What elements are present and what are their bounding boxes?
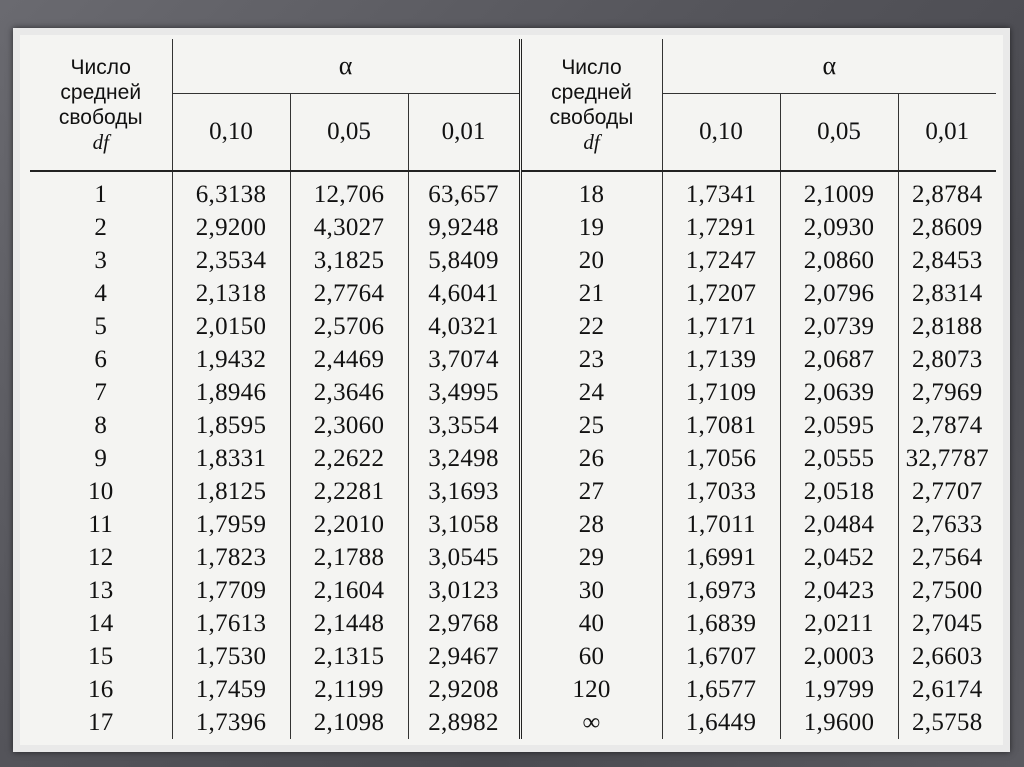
critical-value: 2,1199 <box>290 673 408 706</box>
critical-value: 2,8982 <box>408 706 520 739</box>
critical-value: 3,3554 <box>408 409 520 442</box>
critical-value: 2,1604 <box>290 574 408 607</box>
df-value: 24 <box>578 379 605 407</box>
critical-value: 2,8188 <box>898 310 996 343</box>
critical-value: 1,7530 <box>172 640 290 673</box>
df-value: 18 <box>578 181 605 209</box>
critical-value: 1,6973 <box>662 574 780 607</box>
df-header-line: Число <box>70 55 131 79</box>
df-value: 17 <box>87 708 114 736</box>
critical-value: 1,8331 <box>172 442 290 475</box>
table-row <box>30 376 996 409</box>
df-value: 13 <box>87 577 114 605</box>
critical-value: 1,9600 <box>780 706 898 739</box>
df-value: 30 <box>578 577 605 605</box>
critical-value: 2,0687 <box>780 343 898 376</box>
table-row <box>30 607 996 640</box>
table-row <box>30 171 996 211</box>
df-header-line: средней <box>60 80 142 104</box>
critical-value: 1,6707 <box>662 640 780 673</box>
critical-value: 1,9432 <box>172 343 290 376</box>
critical-value: 9,9248 <box>408 211 520 244</box>
table-row <box>30 442 996 475</box>
df-value: 1 <box>94 181 108 209</box>
table-row <box>30 706 996 739</box>
critical-value: 2,3646 <box>290 376 408 409</box>
level-header: 0,01 <box>408 94 520 172</box>
critical-value: 1,7139 <box>662 343 780 376</box>
table-body <box>30 171 996 739</box>
critical-value: 2,9208 <box>408 673 520 706</box>
critical-value: 3,7074 <box>408 343 520 376</box>
table-row <box>30 574 996 607</box>
critical-value: 1,8125 <box>172 475 290 508</box>
critical-value: 2,7764 <box>290 277 408 310</box>
critical-value: 3,1825 <box>290 244 408 277</box>
df-header-right <box>520 39 662 171</box>
critical-value: 2,8784 <box>898 171 996 211</box>
critical-value: 1,7709 <box>172 574 290 607</box>
df-value: 2 <box>94 214 108 242</box>
critical-value: 2,0211 <box>780 607 898 640</box>
critical-value: 2,0739 <box>780 310 898 343</box>
critical-value: 2,7874 <box>898 409 996 442</box>
df-value: 12 <box>87 544 114 572</box>
critical-value: 2,1318 <box>172 277 290 310</box>
critical-value: 2,7633 <box>898 508 996 541</box>
critical-value: 2,0796 <box>780 277 898 310</box>
critical-value: 2,7707 <box>898 475 996 508</box>
critical-value: 2,1315 <box>290 640 408 673</box>
df-value: 27 <box>578 478 605 506</box>
df-header-line: Число <box>561 55 622 79</box>
critical-value: 2,2281 <box>290 475 408 508</box>
t-distribution-table <box>30 39 996 739</box>
alpha-header-left: α <box>172 39 520 94</box>
table-row <box>30 475 996 508</box>
df-value: 14 <box>87 610 114 638</box>
critical-value: 2,9768 <box>408 607 520 640</box>
critical-value: 1,6449 <box>662 706 780 739</box>
critical-value: 63,657 <box>408 171 520 211</box>
critical-value: 1,6839 <box>662 607 780 640</box>
df-value: 21 <box>578 280 605 308</box>
df-value: 8 <box>94 412 108 440</box>
df-header-line: свободы <box>58 105 143 129</box>
critical-value: 2,8609 <box>898 211 996 244</box>
df-value: 3 <box>94 247 108 275</box>
critical-value: 1,7341 <box>662 171 780 211</box>
critical-value: 2,0930 <box>780 211 898 244</box>
critical-value: 2,0484 <box>780 508 898 541</box>
critical-value: 1,7247 <box>662 244 780 277</box>
table-row <box>30 277 996 310</box>
level-header: 0,01 <box>898 94 996 172</box>
critical-value: 5,8409 <box>408 244 520 277</box>
table-header <box>30 39 996 171</box>
df-header-left <box>30 39 172 171</box>
critical-value: 4,0321 <box>408 310 520 343</box>
df-value: 28 <box>578 511 605 539</box>
critical-value: 2,9467 <box>408 640 520 673</box>
table-row <box>30 673 996 706</box>
critical-value: 1,7823 <box>172 541 290 574</box>
critical-value: 2,0639 <box>780 376 898 409</box>
critical-value: 2,7045 <box>898 607 996 640</box>
df-value: 16 <box>87 675 114 703</box>
df-value: 4 <box>94 280 108 308</box>
critical-value: 2,3060 <box>290 409 408 442</box>
critical-value: 2,2010 <box>290 508 408 541</box>
critical-value: 3,2498 <box>408 442 520 475</box>
table-row <box>30 541 996 574</box>
critical-value: 1,7081 <box>662 409 780 442</box>
df-value: 23 <box>578 346 605 374</box>
df-value: 19 <box>578 214 605 242</box>
df-value: ∞ <box>582 708 601 736</box>
critical-value: 4,6041 <box>408 277 520 310</box>
critical-value: 1,7959 <box>172 508 290 541</box>
slide-frame <box>13 28 1010 752</box>
level-header: 0,10 <box>662 94 780 172</box>
df-value: 120 <box>572 675 611 703</box>
critical-value: 2,0452 <box>780 541 898 574</box>
critical-value: 1,7171 <box>662 310 780 343</box>
critical-value: 1,9799 <box>780 673 898 706</box>
df-value: 5 <box>94 313 108 341</box>
critical-value: 4,3027 <box>290 211 408 244</box>
critical-value: 2,3534 <box>172 244 290 277</box>
critical-value: 1,6991 <box>662 541 780 574</box>
critical-value: 2,8073 <box>898 343 996 376</box>
df-value: 15 <box>87 642 114 670</box>
critical-value: 2,2622 <box>290 442 408 475</box>
critical-value: 2,0150 <box>172 310 290 343</box>
df-value: 20 <box>578 247 605 275</box>
df-value: 22 <box>578 313 605 341</box>
critical-value: 2,0423 <box>780 574 898 607</box>
critical-value: 2,0860 <box>780 244 898 277</box>
critical-value: 3,0545 <box>408 541 520 574</box>
critical-value: 2,4469 <box>290 343 408 376</box>
scanned-page <box>20 35 1003 745</box>
table-row <box>30 244 996 277</box>
critical-value: 2,7969 <box>898 376 996 409</box>
critical-value: 3,0123 <box>408 574 520 607</box>
critical-value: 2,0518 <box>780 475 898 508</box>
level-header: 0,05 <box>780 94 898 172</box>
df-header-symbol: df <box>583 129 600 154</box>
alpha-header-right: α <box>662 39 996 94</box>
critical-value: 1,7033 <box>662 475 780 508</box>
critical-value: 1,7291 <box>662 211 780 244</box>
critical-value: 2,6603 <box>898 640 996 673</box>
critical-value: 1,8946 <box>172 376 290 409</box>
df-value: 7 <box>94 379 108 407</box>
df-value: 6 <box>94 346 108 374</box>
critical-value: 2,1448 <box>290 607 408 640</box>
critical-value: 2,6174 <box>898 673 996 706</box>
df-value: 9 <box>94 445 108 473</box>
critical-value: 2,7564 <box>898 541 996 574</box>
df-value: 29 <box>578 544 605 572</box>
table-row <box>30 310 996 343</box>
df-value: 40 <box>578 610 605 638</box>
critical-value: 6,3138 <box>172 171 290 211</box>
critical-value: 1,7459 <box>172 673 290 706</box>
critical-value: 1,6577 <box>662 673 780 706</box>
critical-value: 2,8314 <box>898 277 996 310</box>
critical-value: 2,9200 <box>172 211 290 244</box>
critical-value: 1,7396 <box>172 706 290 739</box>
df-value: 60 <box>578 642 605 670</box>
df-header-symbol: df <box>92 129 109 154</box>
level-header: 0,05 <box>290 94 408 172</box>
table-row <box>30 211 996 244</box>
critical-value: 2,0595 <box>780 409 898 442</box>
critical-value: 2,0003 <box>780 640 898 673</box>
critical-value: 2,1788 <box>290 541 408 574</box>
df-value: 10 <box>87 478 114 506</box>
df-header-line: средней <box>551 80 632 104</box>
critical-value: 2,1009 <box>780 171 898 211</box>
critical-value: 2,5758 <box>898 706 996 739</box>
critical-value: 3,1058 <box>408 508 520 541</box>
table-row <box>30 640 996 673</box>
df-value: 25 <box>578 412 605 440</box>
critical-value: 12,706 <box>290 171 408 211</box>
critical-value: 1,7109 <box>662 376 780 409</box>
df-header-line: свободы <box>549 105 634 129</box>
critical-value: 3,1693 <box>408 475 520 508</box>
critical-value: 2,5706 <box>290 310 408 343</box>
df-value: 11 <box>88 511 114 539</box>
critical-value: 32,7787 <box>898 442 996 475</box>
table-row <box>30 409 996 442</box>
table-row <box>30 343 996 376</box>
table-row <box>30 508 996 541</box>
critical-value: 2,0555 <box>780 442 898 475</box>
critical-value: 1,7613 <box>172 607 290 640</box>
critical-value: 2,1098 <box>290 706 408 739</box>
critical-value: 1,8595 <box>172 409 290 442</box>
level-header: 0,10 <box>172 94 290 172</box>
critical-value: 2,7500 <box>898 574 996 607</box>
critical-value: 2,8453 <box>898 244 996 277</box>
critical-value: 1,7207 <box>662 277 780 310</box>
critical-value: 1,7056 <box>662 442 780 475</box>
critical-value: 3,4995 <box>408 376 520 409</box>
critical-value: 1,7011 <box>662 508 780 541</box>
df-value: 26 <box>578 445 605 473</box>
